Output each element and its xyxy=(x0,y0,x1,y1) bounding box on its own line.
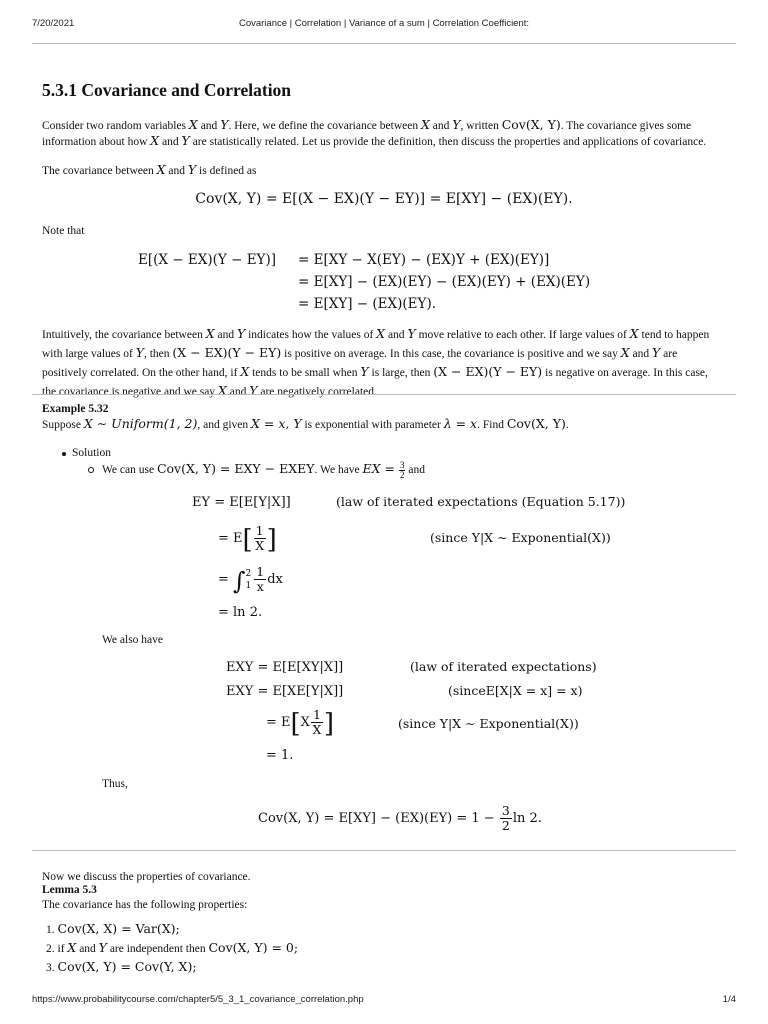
thus-text: Thus, xyxy=(102,778,128,790)
print-date: 7/20/2021 xyxy=(32,18,75,29)
ey-line-2: = ∫ 2 1 $\frac{1}{x}$ dx xyxy=(218,564,283,595)
lemma-item-3: 3. Cov(X, Y) = Cov(Y, X); xyxy=(46,959,197,974)
ey-line-3: = ln 2. xyxy=(218,605,263,620)
exy-line-2: EXY = E[XE[Y|X]] xyxy=(226,684,344,699)
note-label: Note that xyxy=(42,225,85,237)
also-text: We also have xyxy=(102,634,164,646)
integral-limits: 2 1 xyxy=(245,568,252,591)
ey-note-1: (law of iterated expectations (Equation 5.17)) xyxy=(336,494,626,509)
exy-note-1: (law of iterated expectations) xyxy=(410,659,597,674)
bullet-dot xyxy=(62,452,66,456)
header-rule xyxy=(32,43,736,44)
final-formula: Cov(X, Y) = E[XY] − (EX)(EY) = 1 − $\frac{3}{2}$ ln 2. xyxy=(258,803,542,833)
lemma-intro: Now we discuss the properties of covariance. xyxy=(42,871,251,883)
example-rule xyxy=(32,394,736,395)
lemma-label: Lemma 5.3 xyxy=(42,884,97,896)
print-url: https://www.probabilitycourse.com/chapter5/5_3_1_covariance_correlation.php xyxy=(32,994,364,1005)
exy-note-3: (since Y|X ∼ Exponential(X)) xyxy=(398,716,579,731)
lemma-item-1: 1. Cov(X, X) = Var(X); xyxy=(46,921,180,936)
example-label: Example 5.32 xyxy=(42,403,109,415)
example-statement: Suppose X ∼ Uniform(1, 2), and given X = x, Y is exponential with parameter λ = x. Find Cov(X, Y). xyxy=(42,416,569,431)
print-header xyxy=(0,18,768,32)
solution-toggle[interactable]: Solution xyxy=(72,447,111,459)
note-line-1: = E[XY − X(EY) − (EX)Y + (EX)(EY)] xyxy=(298,252,550,268)
note-line-3: = E[XY] − (EX)(EY). xyxy=(298,296,436,312)
print-page-title: Covariance | Correlation | Variance of a sum | Correlation Coefficient: xyxy=(238,18,530,29)
page-number: 1/4 xyxy=(722,994,736,1005)
three-halves-fraction: $\frac{3}{2}$ xyxy=(399,460,405,480)
bullet-ring xyxy=(88,467,94,473)
note-lhs: E[(X − EX)(Y − EY)] xyxy=(138,252,276,268)
exy-line-3: = E[X $\frac{1}{X}$ ] xyxy=(266,707,335,739)
lemma-description: The covariance has the following properties: xyxy=(42,899,248,911)
section-title: 5.3.1 Covariance and Correlation xyxy=(42,80,292,100)
print-footer xyxy=(0,994,768,1008)
intuition-paragraph: Intuitively, the covariance between X and Y indicates how the values of X and Y move relative to each other. If large values of X tend to happen with large values of Y, then (X − EX)(Y − EY) is positive on average. In this case, the covariance is positive and we say X and Y are positively correlated. On the other hand, if X tends to be small when Y is large, then (X − EX)(Y − EY) is negative on average. In this case, the covariance is negative and we say X and Y are negatively correlated. xyxy=(42,326,710,398)
exy-line-1: EXY = E[E[XY|X]] xyxy=(226,660,344,675)
definition-text: The covariance between X and Y is defined as xyxy=(42,162,257,177)
covariance-definition-formula: Cov(X, Y) = E[(X − EX)(Y − EY)] = E[XY] − (EX)(EY). xyxy=(195,191,573,207)
solution-first-line: We can use Cov(X, Y) = EXY − EXEY. We have EX = $\frac{3}{2}$ and xyxy=(102,460,425,480)
ey-lhs: EY = E[E[Y|X]] xyxy=(192,495,291,510)
note-line-2: = E[XY] − (EX)(EY) − (EX)(EY) + (EX)(EY) xyxy=(298,274,591,290)
lemma-rule xyxy=(32,850,736,851)
ey-note-2: (since Y|X ∼ Exponential(X)) xyxy=(430,530,611,545)
ey-line-1: = E[ $\frac{1}{X}$ ] xyxy=(218,523,277,555)
exy-note-2: (sinceE[X|X = x] = x) xyxy=(448,683,583,698)
lemma-item-2: 2. if X and Y are independent then Cov(X, Y) = 0; xyxy=(46,940,299,955)
intro-paragraph: Consider two random variables X and Y. Here, we define the covariance between X and Y, written Cov(X, Y). The covariance gives some information about how X and Y are statistically related. Let us provide the definition, then discuss the properties and applications of covariance. xyxy=(42,117,707,148)
exy-line-4: = 1. xyxy=(266,748,294,763)
